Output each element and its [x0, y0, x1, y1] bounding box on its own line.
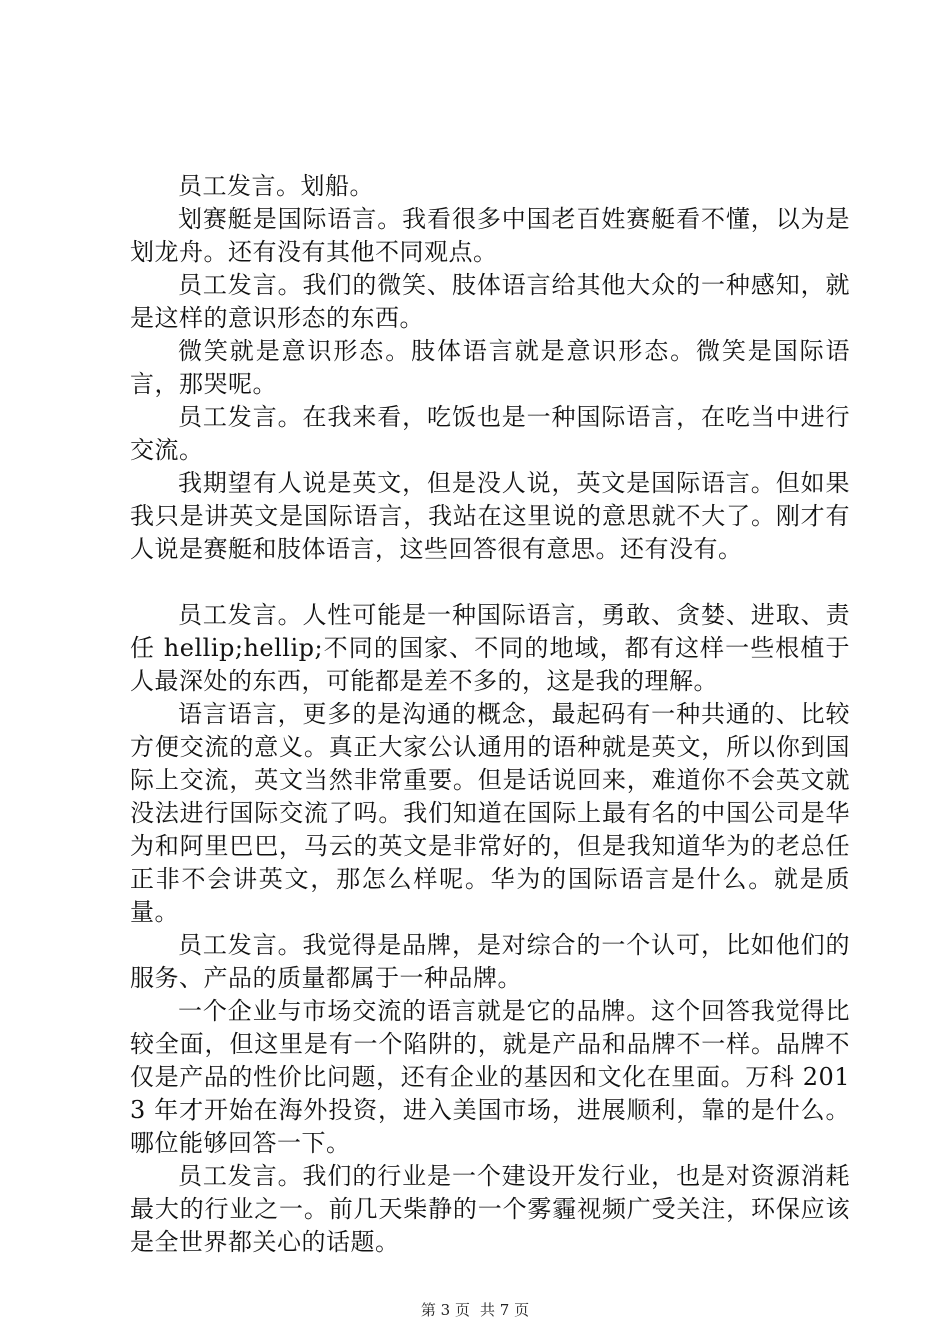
paragraph: 员工发言。我们的行业是一个建设开发行业，也是对资源消耗最大的行业之一。前几天柴静的一个雾霾视频广受关注，环保应该是全世界都关心的话题。: [130, 1162, 850, 1256]
paragraph: 员工发言。我觉得是品牌，是对综合的一个认可，比如他们的服务、产品的质量都属于一种品牌。: [130, 931, 850, 992]
paragraph: 员工发言。人性可能是一种国际语言，勇敢、贪婪、进取、责任 hellip;hellip;不同的国家、不同的地域，都有这样一些根植于人最深处的东西，可能都是差不多的，这是我的理解。: [130, 601, 850, 695]
paragraph: 一个企业与市场交流的语言就是它的品牌。这个回答我觉得比较全面，但这里是有一个陷阱的，就是产品和品牌不一样。品牌不仅是产品的性价比问题，还有企业的基因和文化在里面。万科 2013 年才开始在海外投资，进入美国市场，进展顺利，靠的是什么。哪位能够回答一下。: [130, 997, 850, 1157]
page-total: 共 7 页: [480, 1301, 530, 1319]
page-footer: [0, 1300, 950, 1320]
page-number: 第 3 页: [420, 1301, 470, 1319]
paragraph: 员工发言。划船。: [178, 172, 374, 200]
paragraph: 语言语言，更多的是沟通的概念，最起码有一种共通的、比较方便交流的意义。真正大家公认通用的语种就是英文，所以你到国际上交流，英文当然非常重要。但是话说回来，难道你不会英文就没法进行国际交流了吗。我们知道在国际上最有名的中国公司是华为和阿里巴巴，马云的英文是非常好的，但是我知道华为的老总任正非不会讲英文，那怎么样呢。华为的国际语言是什么。就是质量。: [130, 700, 850, 926]
paragraph: 微笑就是意识形态。肢体语言就是意识形态。微笑是国际语言，那哭呢。: [130, 337, 850, 398]
paragraph: 划赛艇是国际语言。我看很多中国老百姓赛艇看不懂，以为是划龙舟。还有没有其他不同观点。: [130, 205, 850, 266]
paragraph: 员工发言。在我来看，吃饭也是一种国际语言，在吃当中进行交流。: [130, 403, 850, 464]
body-text: [130, 170, 850, 1259]
paragraph: 员工发言。我们的微笑、肢体语言给其他大众的一种感知，就是这样的意识形态的东西。: [130, 271, 850, 332]
paragraph: 我期望有人说是英文，但是没人说，英文是国际语言。但如果我只是讲英文是国际语言，我站在这里说的意思就不大了。刚才有人说是赛艇和肢体语言，这些回答很有意思。还有没有。: [130, 469, 850, 563]
